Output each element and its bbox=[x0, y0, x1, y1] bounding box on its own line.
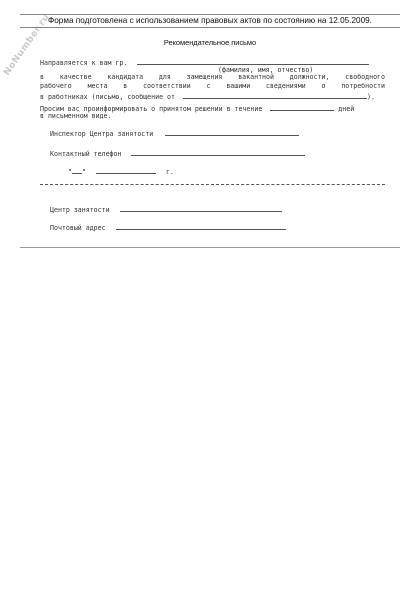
date-year-suffix: г. bbox=[165, 168, 174, 176]
para2-line1: Просим вас проинформировать о принятом решении в течение bbox=[40, 105, 263, 113]
header-note: Форма подготовлена с использованием правовых актов по состоянию на 12.05.2009. bbox=[20, 14, 400, 28]
addressee-name-field[interactable] bbox=[137, 57, 369, 65]
para1-line1: в качестве кандидата для замещения вакантной должности, свободного bbox=[40, 73, 385, 81]
center-label: Центр занятости bbox=[50, 206, 110, 214]
para2-days: дней bbox=[338, 105, 355, 113]
bottom-rule bbox=[20, 247, 400, 248]
date-row bbox=[68, 166, 174, 176]
address-label: Почтовый адрес bbox=[50, 224, 106, 232]
phone-field[interactable] bbox=[131, 148, 305, 156]
date-month-field[interactable] bbox=[96, 166, 156, 174]
addressed-to-label: Направляется к вам гр. bbox=[40, 59, 128, 67]
phone-label: Контактный телефон bbox=[50, 150, 122, 158]
inspector-field[interactable] bbox=[165, 128, 299, 136]
para1-line2: рабочего места в соответствии с вашими сведениями о потребности bbox=[40, 82, 385, 90]
addressee-row bbox=[40, 57, 369, 67]
days-count-field[interactable] bbox=[270, 103, 334, 111]
letter-date-field[interactable] bbox=[183, 91, 367, 99]
center-field[interactable] bbox=[120, 204, 282, 212]
name-hint: (фамилия, имя, отчество) bbox=[218, 66, 314, 74]
address-row bbox=[50, 222, 286, 232]
inspector-label: Инспектор Центра занятости bbox=[50, 130, 154, 138]
date-day-field[interactable] bbox=[72, 166, 82, 174]
date-quote-open: " bbox=[68, 168, 72, 176]
letter-title: Рекомендательное письмо bbox=[163, 38, 257, 47]
center-row bbox=[50, 204, 282, 214]
watermark-ribbon: NoNumber.ru bbox=[2, 12, 52, 78]
para1-line3-row bbox=[40, 91, 375, 101]
para2-line2: в письменном виде. bbox=[40, 112, 112, 120]
address-field[interactable] bbox=[116, 222, 286, 230]
phone-row bbox=[50, 148, 305, 158]
para1-line3: в работниках (письмо, сообщение от bbox=[40, 93, 175, 101]
inspector-row bbox=[50, 128, 299, 138]
date-quote-close: " bbox=[81, 168, 86, 176]
para1-end: ). bbox=[366, 93, 375, 101]
cut-line bbox=[40, 184, 385, 186]
